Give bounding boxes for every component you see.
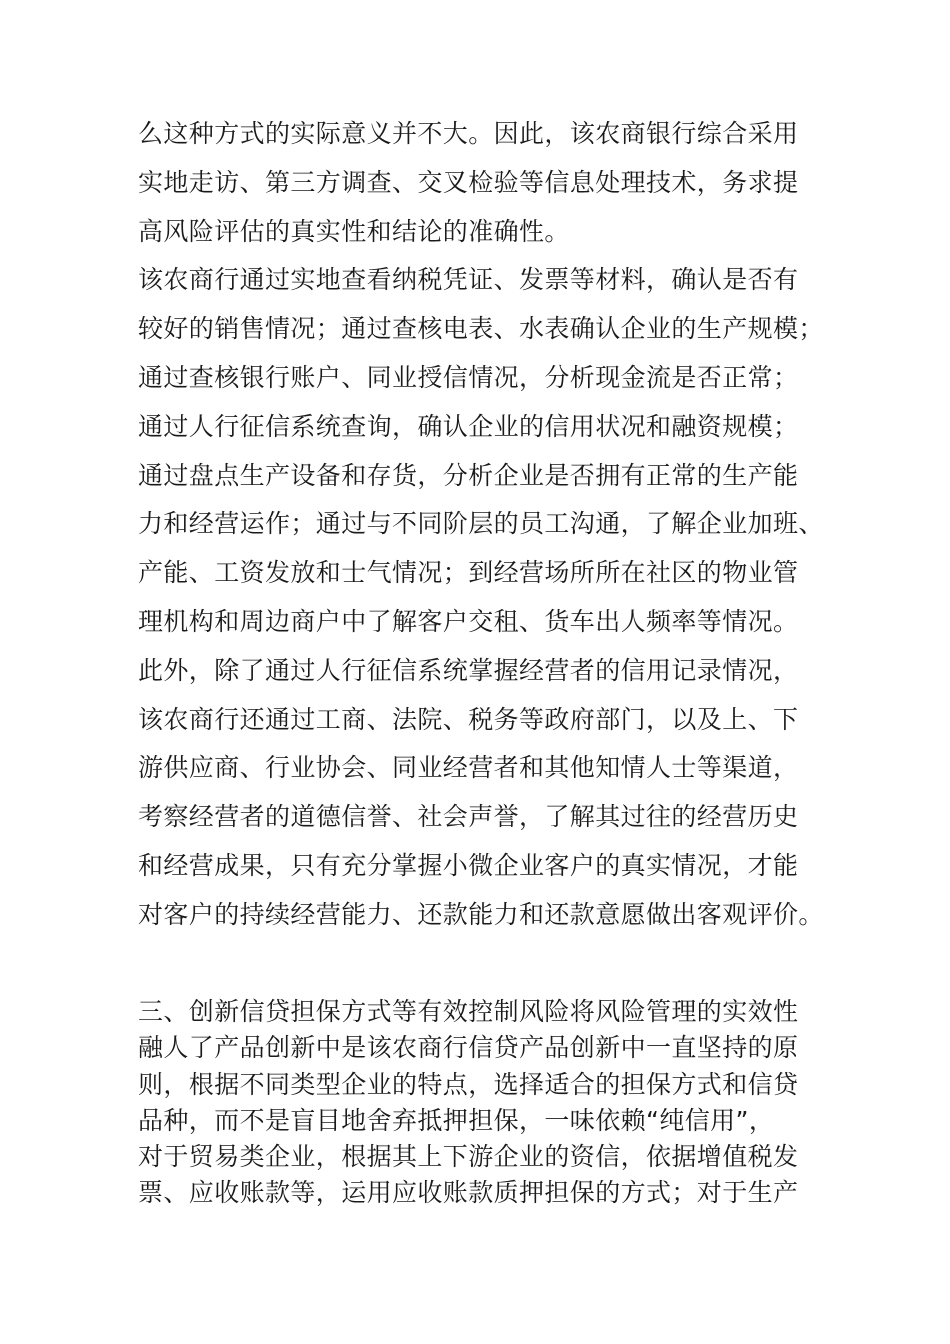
text-line: 产能、工资发放和士气情况；到经营场所所在社区的物业管	[138, 558, 799, 588]
text-line: 对客户的持续经营能力、还款能力和还款意愿做出客观评价。	[138, 899, 824, 929]
text-line: 通过查核银行账户、同业授信情况，分析现金流是否正常；	[138, 362, 799, 392]
text-line: 实地走访、第三方调查、交叉检验等信息处理技术，务求提	[138, 167, 799, 197]
text-line: 通过盘点生产设备和存货，分析企业是否拥有正常的生产能	[138, 460, 799, 490]
text-line: 则，根据不同类型企业的特点，选择适合的担保方式和信贷	[138, 1069, 799, 1099]
text-line: 融人了产品创新中是该农商行信贷产品创新中一直坚持的原	[138, 1033, 799, 1063]
text-line: 该农商行通过实地查看纳税凭证、发票等材料，确认是否有	[138, 265, 799, 295]
text-line: 该农商行还通过工商、法院、税务等政府部门，以及上、下	[138, 704, 799, 734]
text-line: 理机构和周边商户中了解客户交租、货车出人频率等情况。	[138, 606, 799, 636]
text-line: 票、应收账款等，运用应收账款质押担保的方式；对于生产	[138, 1178, 799, 1208]
text-line: 通过人行征信系统查询，确认企业的信用状况和融资规模；	[138, 411, 799, 441]
paragraph-block-risk-assessment	[138, 110, 828, 940]
text-line: 高风险评估的真实性和结论的准确性。	[138, 216, 570, 246]
text-line: 此外，除了通过人行征信系统掌握经营者的信用记录情况，	[138, 655, 799, 685]
paragraph-block-guarantee-innovation	[138, 994, 828, 1212]
text-line: 和经营成果，只有充分掌握小微企业客户的真实情况，才能	[138, 850, 799, 880]
text-line: 考察经营者的道德信誉、社会声誉，了解其过往的经营历史	[138, 802, 799, 832]
text-line: 三、创新信贷担保方式等有效控制风险将风险管理的实效性	[138, 997, 799, 1026]
text-line: 力和经营运作；通过与不同阶层的员工沟通，了解企业加班、	[138, 509, 824, 539]
text-line: 对于贸易类企业，根据其上下游企业的资信，依据增值税发	[138, 1142, 799, 1172]
text-line: 么这种方式的实际意义并不大。因此，该农商银行综合采用	[138, 119, 799, 148]
text-line: 品种，而不是盲目地舍弃抵押担保，一味依赖“纯信用”，	[138, 1105, 775, 1135]
text-line: 较好的销售情况；通过查核电表、水表确认企业的生产规模；	[138, 314, 824, 344]
text-line: 游供应商、行业协会、同业经营者和其他知情人士等渠道，	[138, 753, 799, 783]
